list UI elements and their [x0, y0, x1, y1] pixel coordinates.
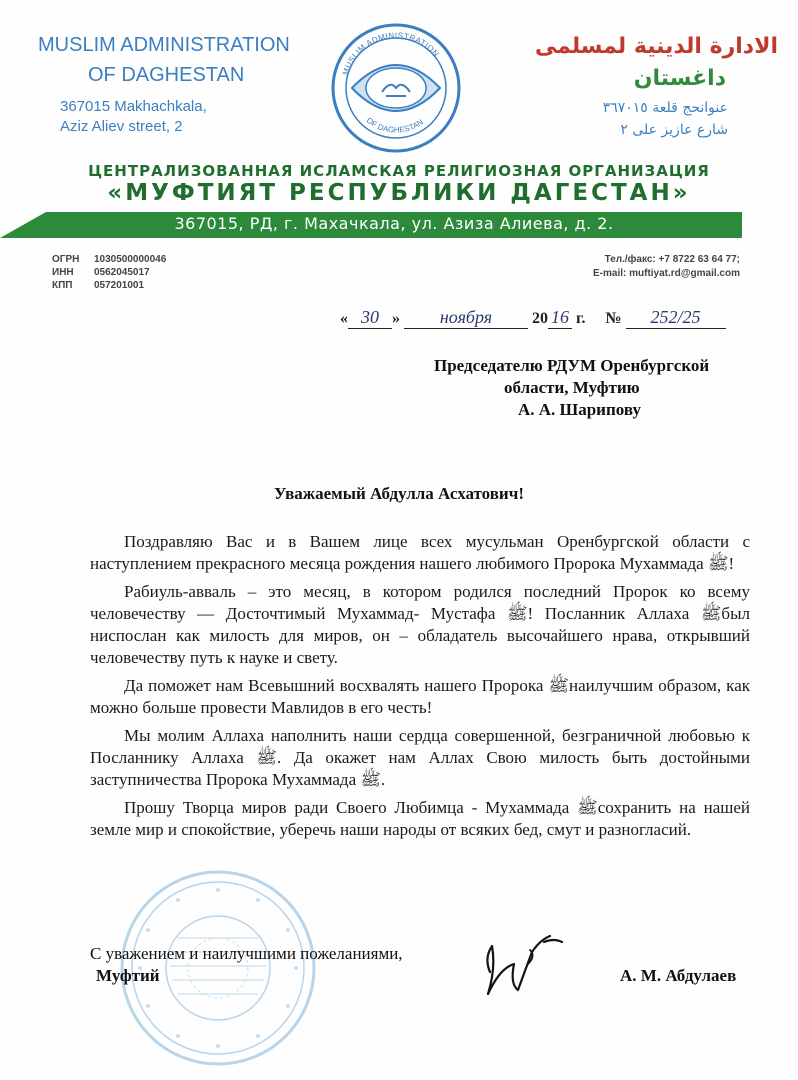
registration-value: 0562045017 — [94, 267, 150, 278]
body-paragraph: Прошу Творца миров ради Своего Любимца - Мухаммада ﷺсохранить на нашей земле мир и спокойствие, уберечь наши народы от всяких бед, смут и разногласий. — [90, 798, 750, 839]
registration-label: ИНН — [52, 267, 74, 278]
contact-block — [593, 253, 740, 281]
date-month: ноября — [439, 307, 493, 327]
registration-value: 1030500000046 — [94, 254, 167, 265]
date-month-field — [404, 307, 528, 329]
organization-type: ЦЕНТРАЛИЗОВАННАЯ ИСЛАМСКАЯ РЕЛИГИОЗНАЯ ОРГАНИЗАЦИЯ — [88, 162, 710, 180]
addressee-line-3: А. А. Шарипову — [518, 400, 641, 419]
phone-fax: Тел./факс: +7 8722 63 64 77; — [604, 254, 740, 265]
date-year-prefix: 20 — [532, 310, 548, 327]
signatory-title: Муфтий — [96, 966, 160, 985]
letterhead-ar-title-1: الادارة الدينية لمسلمى — [534, 34, 778, 59]
signatory-name: А. М. Абдулаев — [620, 966, 737, 985]
registration-row — [52, 266, 166, 279]
date-year-unit: г. — [576, 310, 586, 327]
salutation: Уважаемый Абдулла Асхатович! — [274, 484, 524, 503]
date-year-field — [548, 307, 572, 329]
closing-phrase: С уважением и наилучшими пожеланиями, — [90, 944, 403, 963]
registration-row — [52, 253, 166, 266]
document-number-label: № — [605, 310, 622, 327]
email-address: E-mail: muftiyat.rd@gmail.com — [593, 268, 740, 279]
date-number-line — [340, 307, 726, 329]
date-year-suffix: 16 — [551, 307, 569, 327]
date-close-quote: » — [392, 310, 400, 327]
registration-block — [52, 253, 166, 292]
letter-body — [90, 531, 750, 847]
registration-row — [52, 279, 166, 292]
date-open-quote: « — [340, 310, 348, 327]
muftiyat-emblem-logo — [330, 22, 462, 154]
letterhead-en-title-1: MUSLIM ADMINISTRATION — [38, 34, 290, 56]
date-day: 30 — [361, 307, 379, 327]
letterhead-ar-address-1: عنوانحج قلعة ٣٦٧٠١٥ — [602, 100, 728, 116]
organization-name: «МУФТИЯТ РЕСПУБЛИКИ ДАГЕСТАН» — [107, 180, 691, 206]
addressee-block — [434, 355, 709, 421]
handwritten-signature — [470, 928, 580, 1008]
document-number: 252/25 — [650, 307, 701, 327]
registration-value: 057201001 — [94, 280, 145, 291]
addressee-line-2: области, Муфтию — [504, 378, 640, 397]
registration-label: КПП — [52, 280, 73, 291]
body-paragraph: Рабиуль-авваль – это месяц, в котором родился последний Пророк ко всему человечеству — Досточтимый Мухаммад- Мустафа ﷺ! Посланник Аллаха ﷺбыл ниспослан как милость для миров, он – обладатель высочайшего нрава, открывший человечеству путь к науке и свету. — [90, 582, 750, 667]
registration-label: ОГРН — [52, 254, 80, 265]
letterhead-en-title-2: OF DAGHESTAN — [88, 64, 245, 86]
address-band — [46, 212, 742, 238]
addressee-line-1: Председателю РДУМ Оренбургской — [434, 356, 710, 375]
svg-text:MUSLIM ADMINISTRATION: MUSLIM ADMINISTRATION — [340, 30, 441, 77]
svg-text:OF DAGHESTAN: OF DAGHESTAN — [364, 115, 425, 135]
body-paragraph: Поздравляю Вас и в Вашем лице всех мусульман Оренбургской области с наступлением прекрасного месяца рождения нашего любимого Пророка Мухаммада ﷺ! — [90, 532, 750, 573]
address-band-text: 367015, РД, г. Махачкала, ул. Азиза Алиева, д. 2. — [174, 214, 614, 233]
document-number-field — [626, 307, 726, 329]
address-band-tip — [0, 212, 46, 238]
letterhead-en-address-1: 367015 Makhachkala, — [60, 98, 207, 115]
date-day-field — [348, 307, 392, 329]
body-paragraph: Мы молим Аллаха наполнить наши сердца совершенной, безграничной любовью к Посланнику Аллаха ﷺ. Да окажет нам Аллах Свою милость быть достойными заступничества Пророка Мухаммада ﷺ. — [90, 726, 750, 789]
letterhead-ar-address-2: شارع عازيز على ٢ — [620, 122, 728, 138]
letterhead-en-address-2: Aziz Aliev street, 2 — [60, 118, 183, 135]
letterhead-ar-title-2: داغستان — [633, 66, 726, 91]
body-paragraph: Да поможет нам Всевышний восхвалять нашего Пророка ﷺнаилучшим образом, как можно больше провести Мавлидов в его честь! — [90, 676, 750, 717]
